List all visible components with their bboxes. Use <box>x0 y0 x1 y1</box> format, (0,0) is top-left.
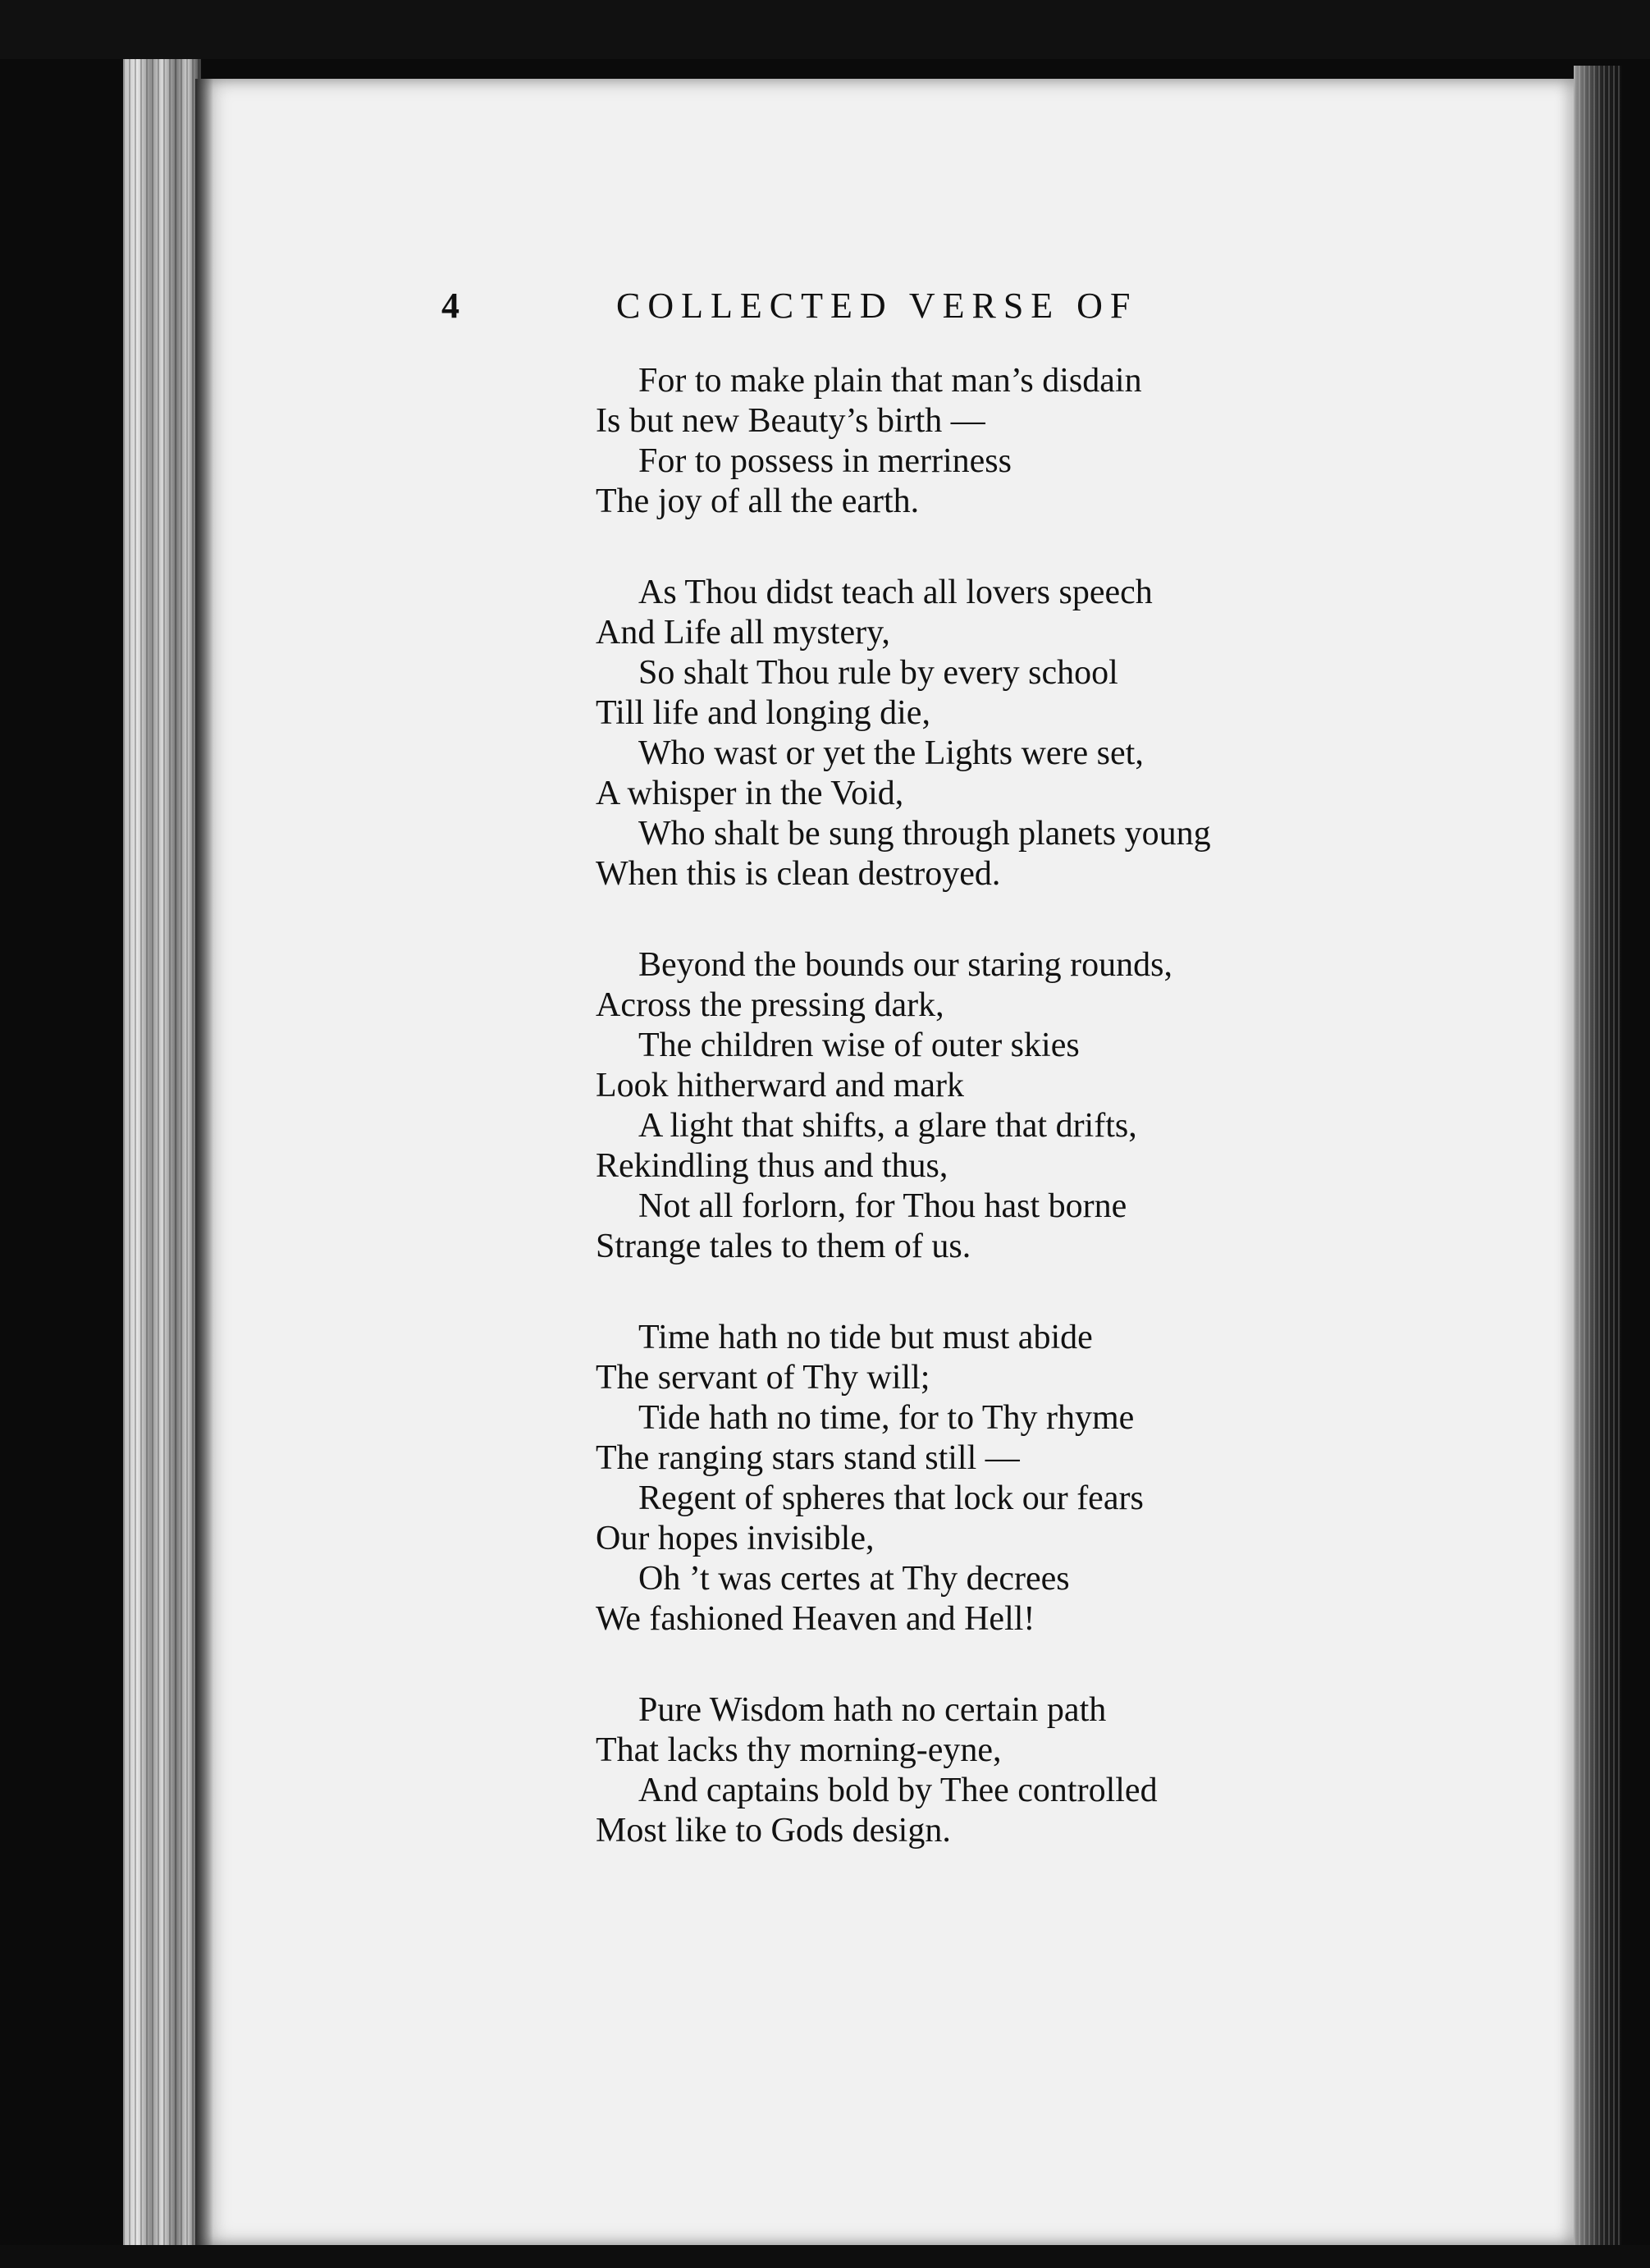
poem-text <box>596 361 1416 1902</box>
verse-line: A light that shifts, a glare that drifts, <box>638 1107 1137 1145</box>
verse-line: A whisper in the Void, <box>596 775 904 812</box>
verse-line: For to possess in merriness <box>638 442 1012 480</box>
verse-line: The servant of Thy will; <box>596 1359 930 1397</box>
verse-line: Who shalt be sung through planets young <box>638 815 1211 853</box>
verse-line: Rekindling thus and thus, <box>596 1147 948 1185</box>
verse-line: For to make plain that man’s disdain <box>638 362 1142 400</box>
stanza <box>596 573 1416 894</box>
verse-line: Is but new Beauty’s birth — <box>596 402 985 440</box>
verse-line: Strange tales to them of us. <box>596 1228 971 1265</box>
verse-line: Oh ’t was certes at Thy decrees <box>638 1560 1070 1598</box>
verse-line: The joy of all the earth. <box>596 482 920 520</box>
scan-bottom-border <box>0 2245 1650 2268</box>
stanza <box>596 361 1416 522</box>
verse-line: Most like to Gods design. <box>596 1812 951 1850</box>
verse-line: Look hitherward and mark <box>596 1067 965 1104</box>
scan-top-border <box>0 0 1650 59</box>
page-header <box>441 281 1311 331</box>
stanza <box>596 1318 1416 1639</box>
verse-line: Time hath no tide but must abide <box>638 1319 1093 1356</box>
verse-line: Who wast or yet the Lights were set, <box>638 734 1144 772</box>
verse-line: The children wise of outer skies <box>638 1027 1080 1064</box>
running-head: COLLECTED VERSE OF <box>616 286 1138 326</box>
verse-line: Till life and longing die, <box>596 694 930 732</box>
gutter-shadow <box>195 79 213 2245</box>
verse-line: Not all forlorn, for Thou hast borne <box>638 1187 1127 1225</box>
stanza <box>596 945 1416 1267</box>
verse-line: Across the pressing dark, <box>596 986 944 1024</box>
page-stack-texture <box>1574 66 1621 2268</box>
verse-line: That lacks thy morning-eyne, <box>596 1731 1002 1769</box>
verse-line: Tide hath no time, for to Thy rhyme <box>638 1399 1135 1437</box>
verse-line: And captains bold by Thee controlled <box>638 1772 1158 1809</box>
verse-line: So shalt Thou rule by every school <box>638 654 1118 692</box>
verse-line: Regent of spheres that lock our fears <box>638 1479 1144 1517</box>
binding-texture <box>123 59 201 2258</box>
page-number: 4 <box>441 286 459 326</box>
verse-line: Pure Wisdom hath no certain path <box>638 1691 1107 1729</box>
verse-line: Our hopes invisible, <box>596 1520 875 1557</box>
verse-line: Beyond the bounds our staring rounds, <box>638 946 1172 984</box>
verse-line: As Thou didst teach all lovers speech <box>638 574 1153 611</box>
stanza <box>596 1690 1416 1851</box>
verse-line: We fashioned Heaven and Hell! <box>596 1600 1035 1638</box>
verse-line: When this is clean destroyed. <box>596 855 1001 893</box>
verse-line: And Life all mystery, <box>596 614 890 652</box>
verse-line: The ranging stars stand still — <box>596 1439 1020 1477</box>
